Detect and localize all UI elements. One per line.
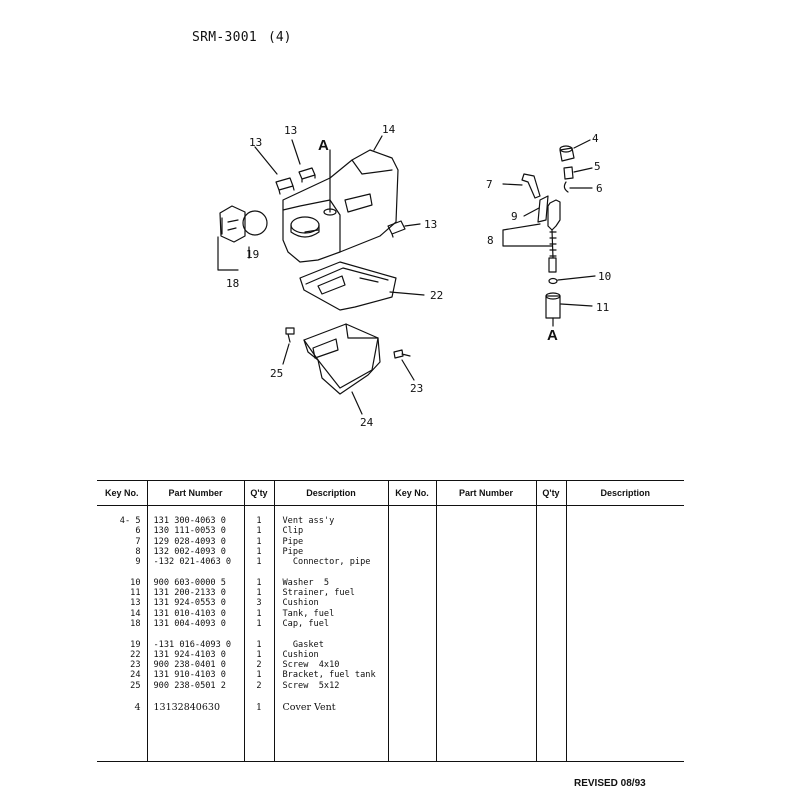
revision-note: REVISED 08/93 xyxy=(574,778,646,789)
table-cell-key: 18 xyxy=(130,618,141,629)
table-cell-part: 900 238-0401 0 xyxy=(153,660,226,671)
table-cell-qty: 1 xyxy=(256,588,262,599)
cushion-22-drawing xyxy=(300,262,396,310)
callout-6: 6 xyxy=(596,182,603,195)
vent-5-drawing xyxy=(564,167,573,179)
table-cell-desc: Connector, pipe xyxy=(282,557,371,568)
table-cell-key: 6 xyxy=(135,526,141,537)
table-cell-key: 13 xyxy=(130,598,141,609)
table-cell-part xyxy=(148,567,244,577)
callout-5: 5 xyxy=(594,160,601,173)
table-cell-part: 131 924-4103 0 xyxy=(153,649,226,660)
table-cell-qty: 1 xyxy=(256,608,262,619)
header-part-number: Part Number xyxy=(147,481,244,506)
table-cell-desc: Strainer, fuel xyxy=(282,588,355,599)
table-cell-key: 8 xyxy=(135,546,141,557)
callout-4: 4 xyxy=(592,132,599,145)
header-part-number-2: Part Number xyxy=(436,481,536,506)
cushion-13-mid xyxy=(299,168,315,182)
table-cell-desc: Cushion xyxy=(282,649,319,660)
table-cell-desc: Cover Vent xyxy=(282,702,336,714)
table-body-row xyxy=(97,506,684,762)
table-cell-qty: 1 xyxy=(256,557,262,568)
table-cell-key: 10 xyxy=(130,577,141,588)
table-cell-qty xyxy=(245,629,274,639)
header-key-no-2: Key No. xyxy=(388,481,436,506)
callout-13-mid: 13 xyxy=(284,124,298,137)
pipe-7-drawing xyxy=(522,174,540,198)
table-cell-qty: 2 xyxy=(256,660,262,671)
table-cell-part: 129 028-4093 0 xyxy=(153,536,226,547)
callout-25: 25 xyxy=(270,367,284,380)
table-cell-part xyxy=(148,629,244,639)
table-cell-key: 23 xyxy=(130,660,141,671)
callout-7: 7 xyxy=(486,178,493,191)
parts-list-table xyxy=(97,480,684,762)
gasket-drawing xyxy=(243,211,267,235)
table-cell-desc: Gasket xyxy=(282,639,324,650)
header-description-2: Description xyxy=(566,481,684,506)
table-cell-part: 900 238-0501 2 xyxy=(153,680,226,691)
table-cell-key: 7 xyxy=(135,536,141,547)
callout-8: 8 xyxy=(487,234,494,247)
pipe-8-drawing xyxy=(548,200,560,272)
screw-23-drawing xyxy=(394,350,410,358)
table-cell-key: 4 xyxy=(134,702,141,714)
cushion-13-left xyxy=(276,178,294,194)
table-cell-key: 11 xyxy=(130,588,141,599)
page-number: (4) xyxy=(268,30,292,45)
header-qty-2: Q'ty xyxy=(536,481,566,506)
part-number-column xyxy=(147,506,244,762)
part-number-column-2 xyxy=(436,506,536,762)
key-no-column xyxy=(97,506,147,762)
table-cell-desc: Screw 5x12 xyxy=(282,680,340,691)
table-cell-qty: 1 xyxy=(256,526,262,537)
bracket-24-drawing xyxy=(304,324,380,394)
callout-14: 14 xyxy=(382,123,396,136)
table-cell-part: 131 924-0553 0 xyxy=(153,598,226,609)
callout-18: 18 xyxy=(226,277,240,290)
table-cell-qty: 1 xyxy=(256,639,262,650)
table-cell-part: 130 111-0053 0 xyxy=(153,526,226,537)
table-cell-qty: 1 xyxy=(256,536,262,547)
table-cell-key: 14 xyxy=(130,608,141,619)
table-cell-qty: 2 xyxy=(256,680,262,691)
table-cell-part: 131 300-4063 0 xyxy=(153,516,226,526)
table-cell-part: 132 002-4093 0 xyxy=(153,546,226,557)
table-cell-desc: Tank, fuel xyxy=(282,608,335,619)
callout-a-tank: A xyxy=(318,137,329,154)
table-cell-desc: Vent ass'y xyxy=(282,516,335,526)
vent-4-drawing xyxy=(560,146,574,161)
table-cell-qty: 1 xyxy=(256,546,262,557)
table-cell-qty: 1 xyxy=(256,516,262,526)
fuel-tank-drawing xyxy=(283,150,398,262)
table-cell-desc: Bracket, fuel tank xyxy=(282,670,376,681)
table-cell-qty xyxy=(245,567,274,577)
table-cell-part: -132 021-4063 0 xyxy=(153,557,232,568)
table-cell-desc: Screw 4x10 xyxy=(282,660,340,671)
table-cell-key: 24 xyxy=(130,670,141,681)
callout-10: 10 xyxy=(598,270,612,283)
table-header-row xyxy=(97,481,684,506)
table-cell-key: 4- 5 xyxy=(119,516,141,526)
table-cell-part: 900 603-0000 5 xyxy=(153,577,226,588)
cushion-13-right xyxy=(388,221,405,237)
description-column-2 xyxy=(566,506,684,762)
screw-25-drawing xyxy=(286,328,294,342)
table-cell-desc xyxy=(275,629,388,639)
header-key-no: Key No. xyxy=(97,481,147,506)
fuel-cap-drawing xyxy=(220,206,245,242)
table-cell-desc: Washer 5 xyxy=(282,577,330,588)
table-cell-desc: Clip xyxy=(282,526,304,537)
table-cell-qty: 1 xyxy=(256,649,262,660)
header-description: Description xyxy=(274,481,388,506)
table-cell-desc: Cushion xyxy=(282,598,319,609)
table-cell-desc: Pipe xyxy=(282,536,304,547)
table-cell-part: 131 910-4103 0 xyxy=(153,670,226,681)
table-cell-part xyxy=(148,691,244,701)
table-cell-qty: 1 xyxy=(256,670,262,681)
description-column xyxy=(274,506,388,762)
callout-22: 22 xyxy=(430,289,444,302)
callout-24: 24 xyxy=(360,416,374,429)
callout-23: 23 xyxy=(410,382,424,395)
callout-19: 19 xyxy=(246,248,260,261)
table-cell-part: 131 010-4103 0 xyxy=(153,608,226,619)
table-cell-key xyxy=(97,691,147,701)
table-cell-qty: 3 xyxy=(256,598,262,609)
table-cell-part: 131 004-4093 0 xyxy=(153,618,226,629)
table-cell-part: -131 016-4093 0 xyxy=(153,639,232,650)
table-cell-key: 9 xyxy=(135,557,141,568)
callout-13-right: 13 xyxy=(424,218,438,231)
qty-column-2 xyxy=(536,506,566,762)
washer-10-drawing xyxy=(549,279,557,284)
table-cell-key xyxy=(97,629,147,639)
callout-13-left: 13 xyxy=(249,136,263,149)
table-cell-desc xyxy=(275,691,388,701)
table-cell-qty xyxy=(245,691,274,701)
table-cell-key: 25 xyxy=(130,680,141,691)
table-cell-desc: Cap, fuel xyxy=(282,618,330,629)
table-cell-desc: Pipe xyxy=(282,546,304,557)
connector-9-drawing xyxy=(538,196,548,222)
table-cell-key xyxy=(97,567,147,577)
table-cell-part: 13132840630 xyxy=(153,702,220,714)
clip-6-drawing xyxy=(564,182,568,192)
strainer-11-drawing xyxy=(546,293,560,326)
header-qty: Q'ty xyxy=(244,481,274,506)
callout-9: 9 xyxy=(511,210,518,223)
table-cell-key: 19 xyxy=(130,639,141,650)
table-cell-desc xyxy=(275,567,388,577)
key-no-column-2 xyxy=(388,506,436,762)
table-cell-qty: 1 xyxy=(256,577,262,588)
callout-11: 11 xyxy=(596,301,610,314)
callout-a-strainer: A xyxy=(547,327,558,344)
table-cell-qty: 1 xyxy=(256,618,262,629)
table-cell-qty: 1 xyxy=(255,702,263,714)
qty-column xyxy=(244,506,274,762)
document-code: SRM-3001 xyxy=(192,30,258,45)
table-cell-part: 131 200-2133 0 xyxy=(153,588,226,599)
table-cell-key: 22 xyxy=(130,649,141,660)
